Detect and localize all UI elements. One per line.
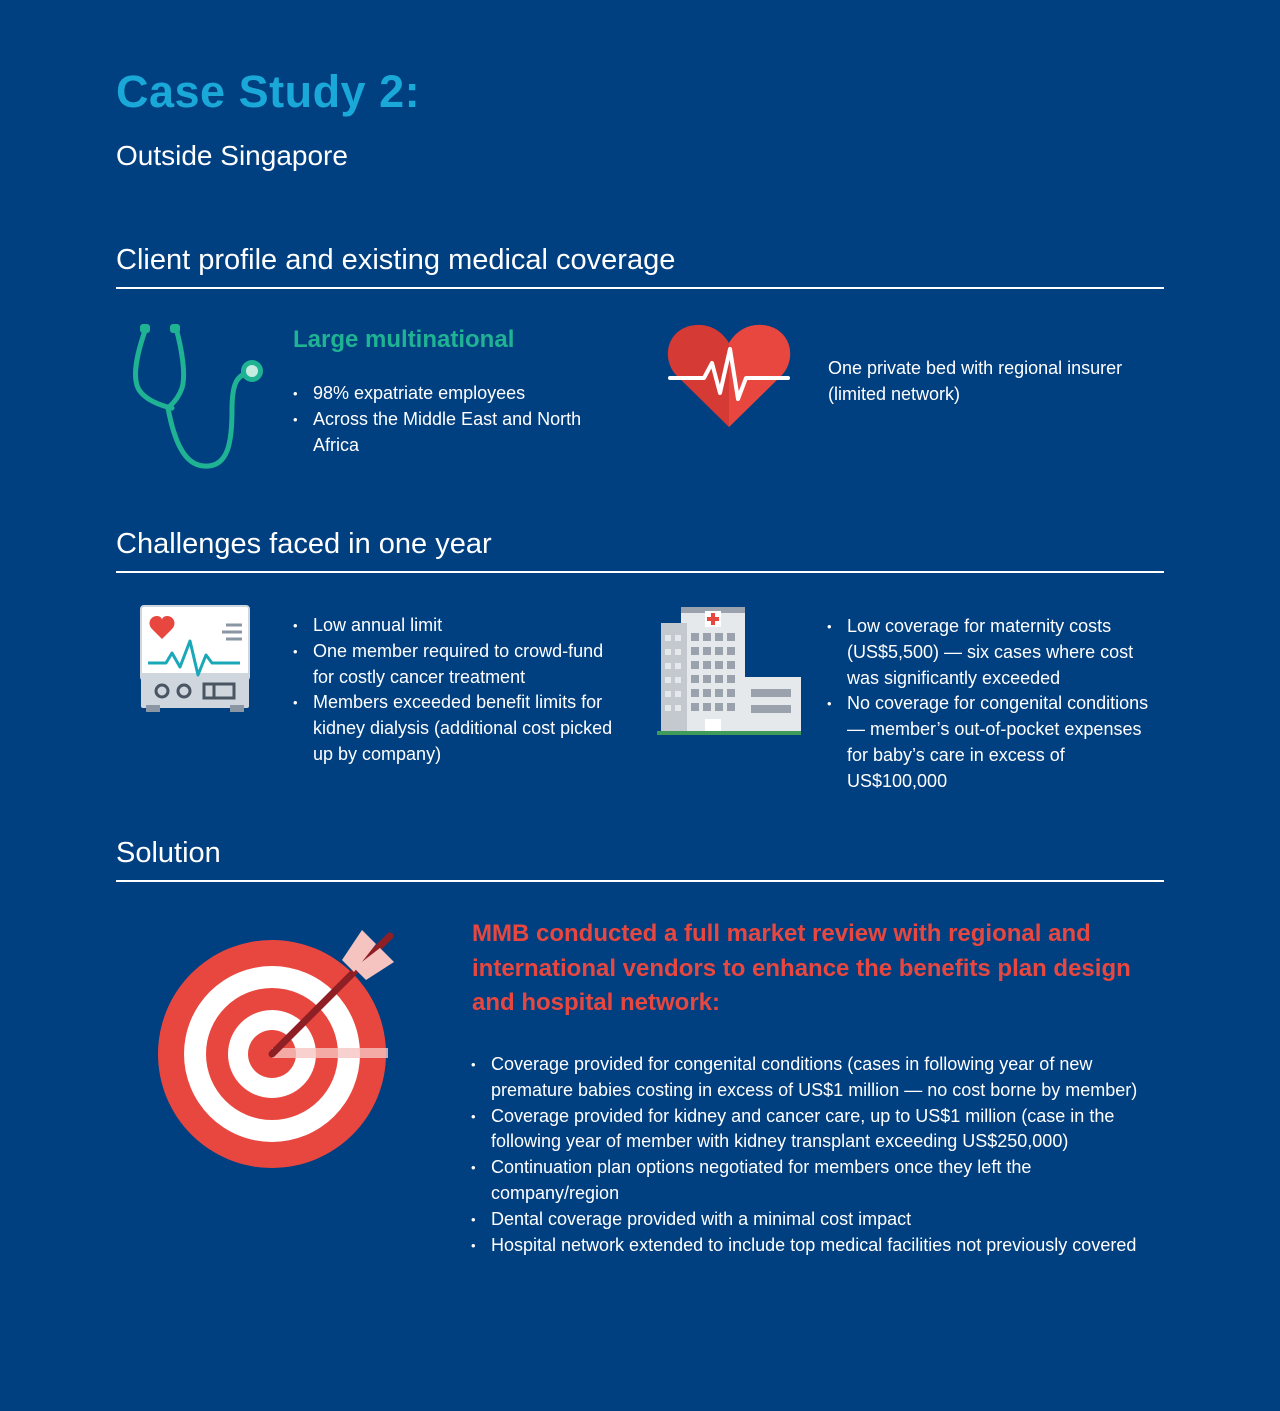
client-points-list bbox=[293, 381, 583, 458]
list-item: • No coverage for congenital conditions — member’s out-of-pocket expenses for baby’s care in excess of US$100,000 bbox=[827, 691, 1167, 794]
target-arrow-icon bbox=[154, 922, 406, 1174]
stethoscope-icon bbox=[124, 320, 274, 475]
list-item: • Coverage provided for congenital conditions (cases in following year of new premature babies costing in excess of US$1 million — no cost borne by member) bbox=[471, 1052, 1141, 1104]
list-item: • Dental coverage provided with a minimal cost impact bbox=[471, 1207, 1141, 1233]
section-divider bbox=[116, 571, 1164, 573]
section-divider bbox=[116, 287, 1164, 289]
challenges-left-list bbox=[293, 613, 623, 768]
list-item: • Low annual limit bbox=[293, 613, 623, 639]
list-item: • Low coverage for maternity costs (US$5,500) — six cases where cost was significantly exceeded bbox=[827, 614, 1167, 691]
heart-monitor-icon bbox=[140, 605, 252, 713]
challenges-right-list bbox=[827, 614, 1167, 795]
heartbeat-heart-icon bbox=[666, 323, 792, 429]
list-item: • 98% expatriate employees bbox=[293, 381, 583, 407]
client-type-heading: Large multinational bbox=[293, 326, 515, 353]
section-heading-client-profile: Client profile and existing medical coverage bbox=[116, 244, 676, 276]
solution-points-list bbox=[471, 1052, 1141, 1258]
section-divider bbox=[116, 880, 1164, 882]
list-item: • Coverage provided for kidney and cancer care, up to US$1 million (case in the following year of member with kidney transplant exceeding US$250,000) bbox=[471, 1104, 1141, 1156]
solution-lead-heading: MMB conducted a full market review with regional and international vendors to enhance the benefits plan design and hospital network: bbox=[472, 920, 1131, 1016]
page-subtitle: Outside Singapore bbox=[116, 140, 348, 171]
list-item: • Members exceeded benefit limits for kidney dialysis (additional cost picked up by company) bbox=[293, 690, 623, 767]
list-item: • One member required to crowd-fund for costly cancer treatment bbox=[293, 639, 623, 691]
list-item: • Hospital network extended to include top medical facilities not previously covered bbox=[471, 1233, 1141, 1259]
section-heading-challenges: Challenges faced in one year bbox=[116, 528, 492, 560]
list-item: • Continuation plan options negotiated for members once they left the company/region bbox=[471, 1155, 1141, 1207]
coverage-description: One private bed with regional insurer (limited network) bbox=[828, 358, 1123, 404]
hospital-building-icon bbox=[655, 605, 803, 735]
list-item: • Across the Middle East and North Africa bbox=[293, 407, 583, 459]
page-title: Case Study 2: bbox=[116, 66, 421, 117]
section-heading-solution: Solution bbox=[116, 837, 221, 869]
